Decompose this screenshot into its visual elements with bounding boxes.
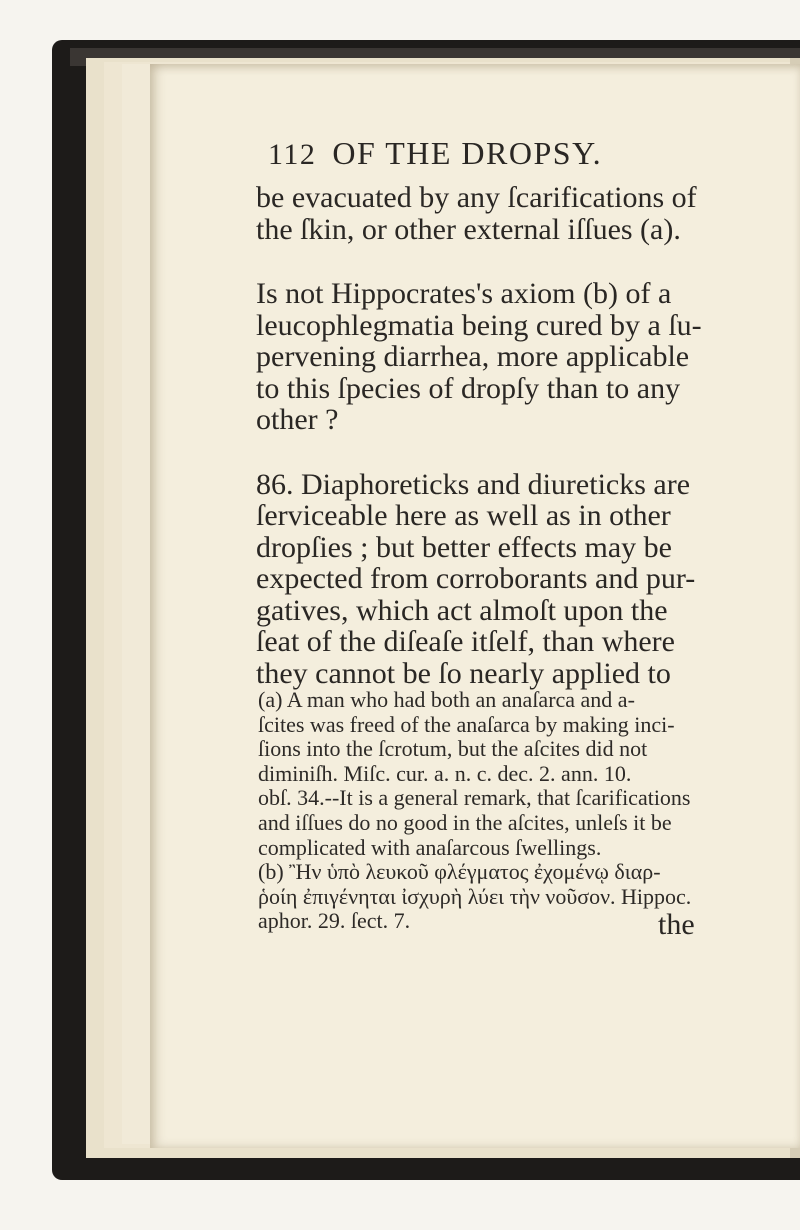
footnote-line: (a) A man who had both an anaſarca and a- <box>258 687 635 712</box>
running-title: OF THE DROPSY. <box>332 135 603 171</box>
paragraph <box>256 278 740 436</box>
text-line: leucophlegmatia being cured by a ſu- <box>256 308 702 342</box>
text-line: Is not Hippocrates's axiom (b) of a <box>256 277 672 310</box>
footnote-line: and iſſues do no good in the aſcites, unleſs it be <box>258 809 672 835</box>
footnote-line: diminiſh. Miſc. cur. a. n. c. dec. 2. ann. 10. <box>258 760 632 786</box>
text-line: ſerviceable here as well as in other <box>256 499 671 532</box>
footnote-line: aphor. 29. ſect. 7. <box>258 908 411 934</box>
paragraph <box>256 469 740 690</box>
text-line: ſeat of the diſeaſe itſelf, than where <box>256 625 675 658</box>
footnote-line: ſions into the ſcrotum, but the aſcites did not <box>258 736 648 762</box>
footnote-line: ῥοίη ἐπιγένηται ἰσχυρὴ λύει τὴν νοῦσον. Hippoc. <box>258 883 692 909</box>
text-line: gatives, which act almoſt upon the <box>256 593 668 627</box>
text-line: pervening diarrhea, more applicable <box>256 340 690 373</box>
footnote-line: ſcites was freed of the anaſarca by making inci- <box>258 711 675 737</box>
footnote-line: obſ. 34.--It is a general remark, that ſcarifications <box>258 785 691 811</box>
footnote-line: complicated with anaſarcous ſwellings. <box>258 834 602 860</box>
text-line: 86. Diaphoreticks and diureticks are <box>256 467 691 501</box>
text-line: dropſies ; but better effects may be <box>256 530 672 564</box>
text-line: to this ſpecies of dropſy than to any <box>256 371 681 405</box>
running-head <box>268 135 602 172</box>
text-line: other ? <box>256 403 339 436</box>
paragraph <box>256 182 740 245</box>
footnote-line: (b) Ἢν ὑπὸ λευκοῦ φλέγματος ἐχομένῳ διαρ- <box>258 859 661 885</box>
text-line: they cannot be ſo nearly applied to <box>256 656 671 690</box>
catchword: the <box>658 908 695 941</box>
body-text <box>256 182 740 689</box>
text-line: the ſkin, or other external iſſues (a). <box>256 212 681 246</box>
text-line: be evacuated by any ſcarifications of <box>256 181 697 214</box>
page-number: 112 <box>268 138 317 171</box>
text-line: expected from corroborants and pur- <box>256 562 696 595</box>
footnotes <box>258 688 732 934</box>
